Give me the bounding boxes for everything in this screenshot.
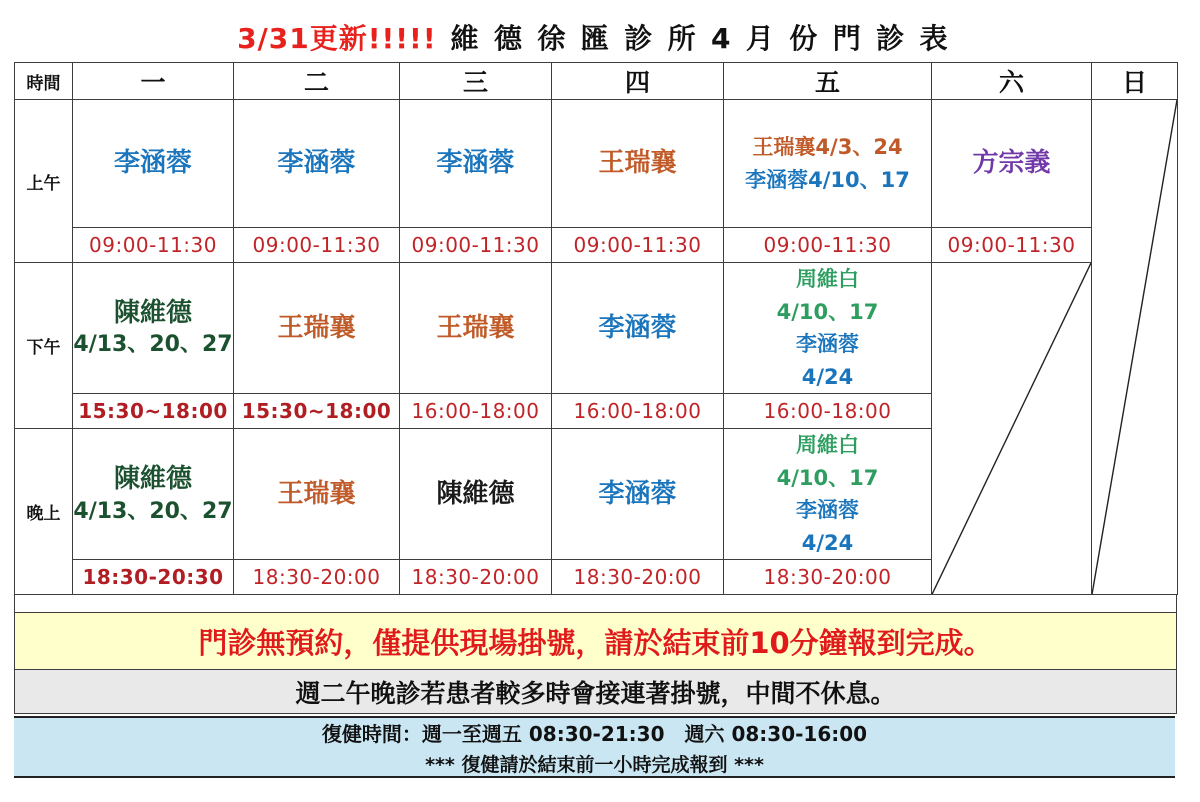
day-header-fri: 五: [724, 63, 932, 100]
cell-sunday-closed: [1092, 100, 1178, 595]
day-header-mon: 一: [73, 63, 234, 100]
time-morning-tue: 09:00-11:30: [234, 228, 400, 263]
doctor-dates: 4/10、17: [776, 465, 879, 490]
cell-evening-mon: [73, 429, 234, 560]
time-morning-wed: 09:00-11:30: [400, 228, 552, 263]
doctor-name: 李涵蓉: [113, 147, 192, 178]
cell-evening-tue: [234, 429, 400, 560]
afternoon-names-row: [15, 263, 1178, 394]
header-row: [15, 63, 1178, 100]
doctor-name-dates: 王瑞襄4/3、24: [752, 134, 903, 159]
cell-afternoon-thu: [552, 263, 724, 394]
doctor-name: 李涵蓉: [436, 147, 515, 178]
doctor-name: 李涵蓉: [598, 312, 677, 343]
cell-morning-tue: [234, 100, 400, 228]
tuesday-notice-text: 週二午晚診若患者較多時會接連著掛號，中間不休息。: [295, 678, 896, 708]
doctor-name: 王瑞襄: [436, 312, 515, 343]
cell-evening-wed: [400, 429, 552, 560]
doctor-name: 陳維德: [436, 478, 515, 509]
rehab-hours-banner: [14, 716, 1175, 778]
schedule-table: [14, 62, 1178, 595]
time-morning-mon: 09:00-11:30: [73, 228, 234, 263]
time-evening-thu: 18:30-20:00: [552, 560, 724, 595]
doctor-name: 王瑞襄: [277, 312, 356, 343]
time-afternoon-fri: 16:00-18:00: [724, 394, 932, 429]
rehab-hours-text: 復健時間：週一至週五 08:30-21:30 週六 08:30-16:00: [321, 721, 868, 746]
closed-diagonal-sunday: [1092, 100, 1177, 594]
day-header-sat: 六: [932, 63, 1092, 100]
walk-in-notice-banner: [14, 612, 1177, 670]
time-afternoon-tue: 15:30~18:00: [234, 394, 400, 429]
doctor-dates: 4/24: [801, 530, 854, 555]
clinic-schedule-title: 維德徐匯診所4月份門診表: [450, 22, 963, 55]
page-title: [0, 0, 1200, 62]
time-afternoon-thu: 16:00-18:00: [552, 394, 724, 429]
doctor-dates: 4/10、17: [776, 299, 879, 324]
time-afternoon-wed: 16:00-18:00: [400, 394, 552, 429]
rehab-checkin-text: *** 復健請於結束前一小時完成報到 ***: [425, 753, 764, 776]
doctor-name: 周維白: [796, 433, 859, 458]
doctor-name: 周維白: [796, 267, 859, 291]
doctor-name: 王瑞襄: [598, 147, 677, 178]
doctor-name: 李涵蓉: [277, 147, 356, 178]
doctor-dates: 4/13、20、27: [73, 332, 233, 358]
cell-saturday-closed: [932, 263, 1092, 595]
spacer-strip: [14, 595, 1177, 612]
cell-morning-mon: [73, 100, 234, 228]
doctor-dates: 4/13、20、27: [73, 498, 233, 524]
cell-morning-thu: [552, 100, 724, 228]
walk-in-notice-text: 門診無預約，僅提供現場掛號，請於結束前10分鐘報到完成。: [198, 625, 993, 660]
doctor-name: 陳維德: [113, 464, 192, 495]
time-afternoon-mon: 15:30~18:00: [73, 394, 234, 429]
day-header-sun: 日: [1092, 63, 1178, 100]
doctor-name: 李涵蓉: [796, 498, 859, 523]
doctor-dates: 4/24: [801, 364, 854, 389]
day-header-thu: 四: [552, 63, 724, 100]
time-morning-sat: 09:00-11:30: [932, 228, 1092, 263]
time-evening-wed: 18:30-20:00: [400, 560, 552, 595]
cell-afternoon-mon: [73, 263, 234, 394]
closed-diagonal-saturday: [932, 263, 1091, 594]
time-evening-tue: 18:30-20:00: [234, 560, 400, 595]
time-morning-thu: 09:00-11:30: [552, 228, 724, 263]
session-label-evening: 晚上: [15, 429, 73, 595]
session-label-afternoon: 下午: [15, 263, 73, 429]
cell-evening-fri: [724, 429, 932, 560]
time-evening-fri: 18:30-20:00: [724, 560, 932, 595]
session-label-morning: 上午: [15, 100, 73, 263]
doctor-name: 李涵蓉: [796, 332, 859, 357]
morning-names-row: [15, 100, 1178, 228]
doctor-name: 王瑞襄: [277, 478, 356, 509]
doctor-name: 李涵蓉: [598, 478, 677, 509]
cell-morning-fri: [724, 100, 932, 228]
cell-afternoon-tue: [234, 263, 400, 394]
tuesday-notice-banner: [14, 670, 1177, 714]
corner-time-label: 時間: [15, 63, 73, 100]
time-morning-fri: 09:00-11:30: [724, 228, 932, 263]
doctor-name: 陳維德: [113, 298, 192, 329]
cell-evening-thu: [552, 429, 724, 560]
doctor-name-dates: 李涵蓉4/10、17: [745, 167, 910, 192]
cell-morning-sat: [932, 100, 1092, 228]
morning-times-row: [15, 228, 1178, 263]
cell-afternoon-wed: [400, 263, 552, 394]
update-notice-text: 3/31更新!!!!!: [237, 22, 437, 55]
day-header-wed: 三: [400, 63, 552, 100]
doctor-name: 方宗義: [972, 147, 1051, 178]
time-evening-mon: 18:30-20:30: [73, 560, 234, 595]
day-header-tue: 二: [234, 63, 400, 100]
cell-morning-wed: [400, 100, 552, 228]
cell-afternoon-fri: [724, 263, 932, 394]
